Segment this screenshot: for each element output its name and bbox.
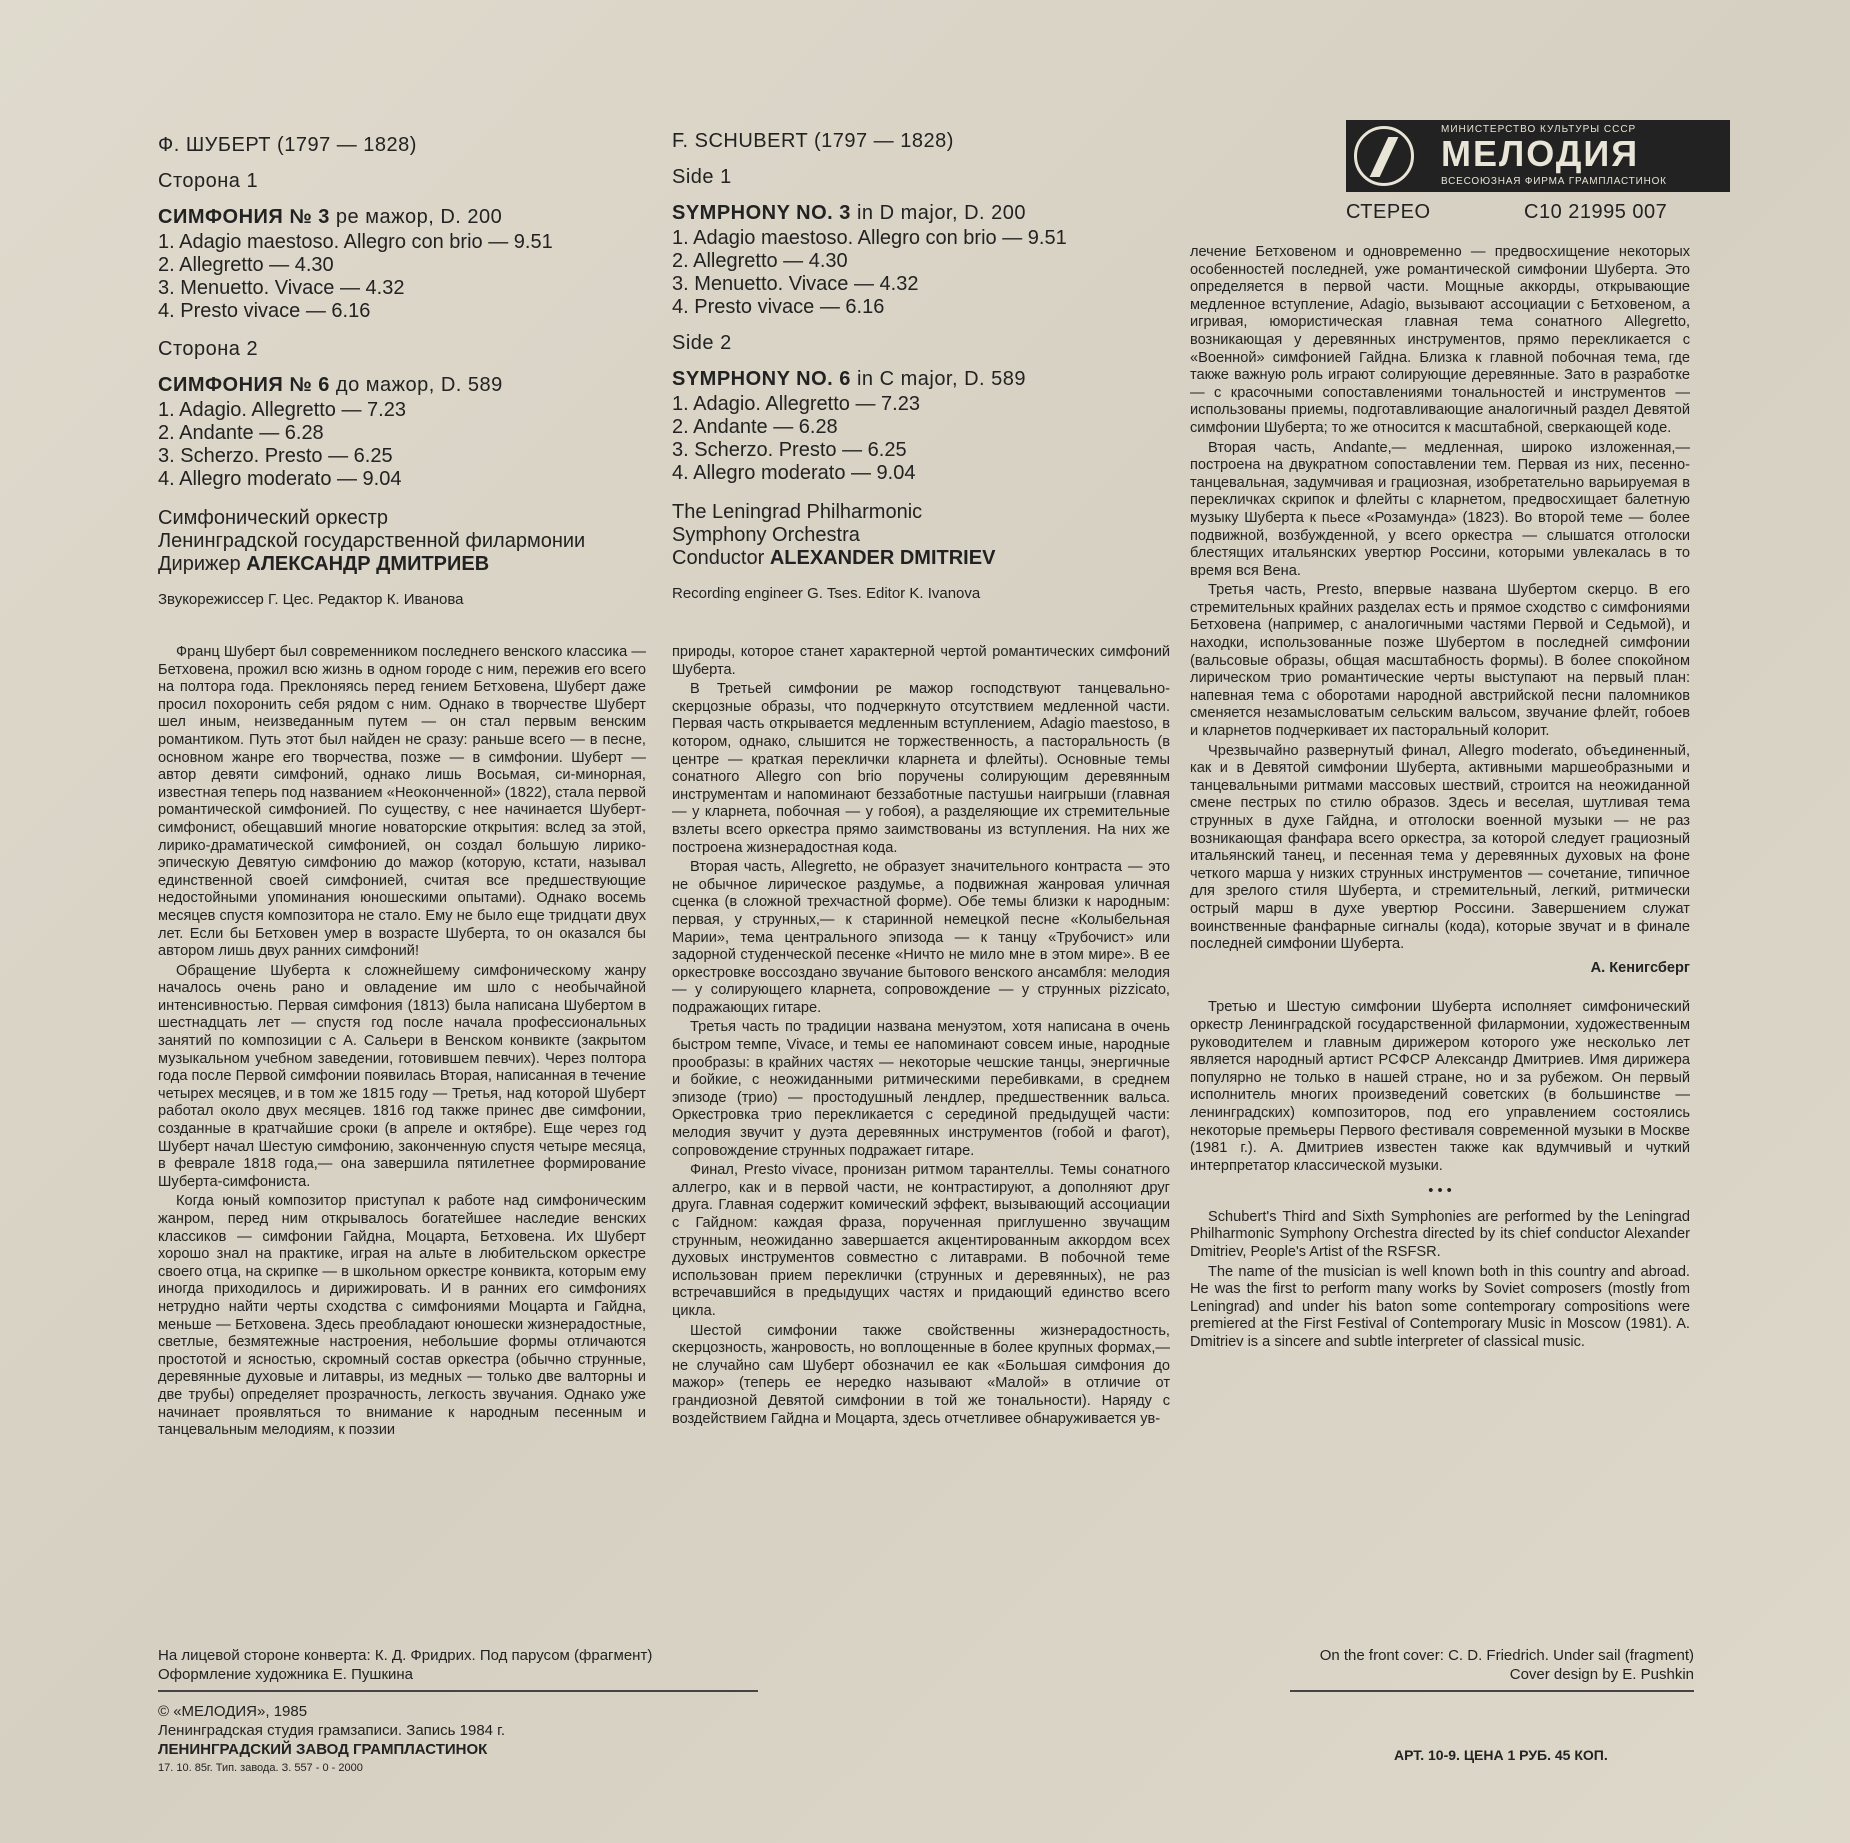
imprint — [158, 1702, 505, 1778]
ru-symphony6-title: СИМФОНИЯ № 6 до мажор, D. 589 — [158, 374, 503, 396]
footer-rule-right — [1290, 1690, 1694, 1692]
notes-author: А. Кенигсберг — [1590, 959, 1690, 976]
notes-paragraph: Обращение Шуберта к сложнейшему симфоническому жанру началось очень рано и овладение им шло с необычайной интенсивностью. Первая симфония (1813) была написана Шубертом в шестнадцать лет — спустя год после начала профессиональных занятий по композиции с А. Сальери в Венском конвикте (закрытом музыкальном учебном заведении, готовившем певчих). Через полтора года после Первой симфонии появилась Вторая, написанная в течение четырех месяцев, и в том же 1815 году — Третья, над которой Шуберт работал около двух месяцев. 1816 год также принес две симфонии, созданные в кратчайшие сроки (в апреле и октябре). Еще через год Шуберт начал Шестую симфонию, законченную спустя четыре месяца, в феврале 1818 года,— она завершила пятилетнее формирование Шуберта-симфониста. — [158, 962, 646, 1190]
notes-paragraph: Третья часть, Presto, впервые названа Шубертом скерцо. В его стремительных крайних разделах есть и прямое сходство с симфониями Бетховена (например, с аналогичными частями Первой и Седьмой), и находки, использованные позже Шубертом в последней симфонии (вальсовые образы, общая масштабность формы). В более спокойном лирическом трио романтические черты выступают на первый план: напевная тема с оборотами народной австрийской песни паломников сменяется незамысловатым сельским вальсом, звучание флейт, гобоев и кларнетов подчеркивает их пасторальный колорит. — [1190, 582, 1690, 740]
en-symphony6-title: SYMPHONY NO. 6 in C major, D. 589 — [672, 368, 1027, 390]
performer-en: The name of the musician is well known both in this country and abroad. He was the first to perform many works by Soviet composers (mostly from Leningrad) and under his baton some contemporary compositions were premiered at the First Festival of Contemporary Music in Moscow (1981). A. Dmitriev is a sincere and subtle interpreter of classical music. — [1190, 1263, 1690, 1351]
footer-rule-left — [158, 1690, 758, 1692]
notes-paragraph: природы, которое станет характерной чертой романтических симфоний Шуберта. — [672, 644, 1170, 678]
notes-column-2 — [672, 644, 1170, 1430]
performer-ru: Третью и Шестую симфонии Шуберта исполняет симфонический оркестр Ленинградской государственной филармонии, художественным руководителем и главным дирижером которого уже несколько лет является народный артист РСФСР Александр Дмитриев. Имя дирижера популярно не только в нашей стране, но и за рубежом. Он первый исполнитель многих произведений советских (в большинстве — ленинградских) композиторов, под его управлением состоялись некоторые премьеры Первого фестиваля современной музыки в Москве (1981 г.). А. Дмитриев известен также как вдумчивый и чуткий интерпретатор классической музыки. — [1190, 999, 1690, 1174]
stereo-label: СТЕРЕО — [1346, 201, 1431, 223]
track-row: 1. Adagio maestoso. Allegro con brio — 9.51 — [672, 227, 1067, 249]
separator-dots: • • • — [1428, 1183, 1452, 1200]
cover-credit-ru: На лицевой стороне конверта: К. Д. Фридрих. Под парусом (фрагмент) Оформление художника Е. Пушкина — [158, 1647, 653, 1683]
ru-composer: Ф. ШУБЕРТ (1797 — 1828) — [158, 134, 417, 156]
en-symphony3-title: SYMPHONY NO. 3 in D major, D. 200 — [672, 202, 1027, 224]
track-row: 4. Presto vivace — 6.16 — [158, 300, 371, 322]
ru-orchestra: Симфонический оркестр Ленинградской государственной филармонии Дирижер АЛЕКСАНДР ДМИТРИЕВ — [158, 507, 586, 575]
ru-credits: Звукорежиссер Г. Цес. Редактор К. Иванова — [158, 591, 464, 608]
track-row: 1. Adagio. Allegretto — 7.23 — [158, 399, 406, 421]
notes-paragraph: Франц Шуберт был современником последнего венского классика — Бетховена, прожил всю жизнь в одном городе с ним, пережив его всего на полтора года. Преклоняясь перед гением Бетховена, Шуберт даже просил похоронить себя рядом с ним. Однако в творчестве Шуберт шел иным, неизведанным путем — он стал первым венским романтиком. Путь этот был найден не сразу: раньше всего — в песне, основном жанре его творчества, позже — в симфонии. Шуберт — автор девяти симфоний, однако лишь Восьмая, си-минорная, известная теперь под названием «Неоконченной» (1822), стала первой романтической симфонией. По существу, с нее начинается Шуберт-симфонист, обещавший многие новаторские открытия: вслед за этой, лирико-драматической симфонией, он создал большую лирико-эпическую Девятую симфонию до мажор (которую, кстати, называл единственной своей симфонией, считая все предшествующие недостойными упоминания юношескими опытами). Однако восемь месяцев спустя композитора не стало. Ему не было еще тридцати двух лет. Если бы Бетховен умер в возрасте Шуберта, то он оказался бы автором лишь двух ранних симфоний! — [158, 644, 646, 960]
track-row: 2. Allegretto — 4.30 — [158, 254, 334, 276]
track-row: 3. Scherzo. Presto — 6.25 — [672, 439, 907, 461]
track-row: 1. Adagio. Allegretto — 7.23 — [672, 393, 920, 415]
notes-paragraph: Чрезвычайно развернутый финал, Allegro moderato, объединенный, как и в Девятой симфонии Шуберта, активными маршеобразными и танцевальными ритмами массовых шествий, строится на неожиданной смене пестрых по стилю образов. Здесь и веселая, шутливая тема струнных в духе Гайдна, и отголоски военной музыки — не раз возникающая фанфара всего оркестра, за которой следует грациозный итальянский танец, и песенная тема у деревянных духовых на фоне четкого марша у низких струнных инструментов — сочетание, типичное для зрелого стиля Шуберта, и стремительный, легкий, ритмически острый марш в духе увертюр Россини. Завершением служат воинственные фанфарные сигналы (кода), которые звучат и в финале последней симфонии Шуберта. — [1190, 742, 1690, 953]
ru-side2-tracks — [158, 399, 658, 491]
notes-paragraph: Когда юный композитор приступал к работе над симфоническим жанром, перед ним открывалось богатейшее наследие венских классиков — симфонии Гайдна, Моцарта, Бетховена. Их Шуберт хорошо знал на практике, играя на альте в любительском оркестре своего отца, на скрипке — в школьном оркестре конвикта, которым ему иногда приходилось и дирижировать. И в ранних его симфониях нетрудно найти черты сходства с симфониями Моцарта и Гайдна, меньше — Бетховена. Здесь преобладают юношески жизнерадостные, светлые, безмятежные настроения, небольшие формы отличаются простотой и ясностью, скромный состав оркестра (обычно струнные, деревянные духовые и литавры, из медных — только две валторны и две трубы) определяет прозрачность, легкость звучания. Однако уже начинает проявляться то внимание к народным песенным и танцевальным мелодиям, к поэзии — [158, 1193, 646, 1439]
ru-symphony3-title: СИМФОНИЯ № 3 ре мажор, D. 200 — [158, 206, 503, 228]
ru-tracklist — [158, 133, 658, 609]
track-row: 4. Allegro moderato — 9.04 — [672, 462, 916, 484]
notes-column-1 — [158, 644, 646, 1442]
en-side2-tracks — [672, 393, 1152, 485]
notes-paragraph: Вторая часть, Allegretto, не образует значительного контраста — это не обычное лирическое раздумье, а подвижная жанровая уличная сценка (в сложной трехчастной форме). Обе темы близки к народным: первая, у струнных,— к старинной немецкой песне «Колыбельная Марии», тема центрального эпизода — к танцу «Трубочист» или задорной студенческой песенке «Ничто не мило мне в этом мире». В ее оркестровке воссоздано звучание бытового венского ансамбля: мелодия — у солирующего кларнета, сопровождение — у струнных pizzicato, подражающих гитаре. — [672, 859, 1170, 1016]
ru-side2-title: Сторона 2 — [158, 338, 259, 360]
notes-paragraph: лечение Бетховеном и одновременно — предвосхищение некоторых особенностей последней, уже романтической симфонии Шуберта. Это определяется в первой части. Мощные аккорды, открывающие медленное вступление, Adagio, вызывают ассоциации с Бетховеном, а игривая, юмористическая главная тема сонатного Allegretto, возникающая у деревянных инструментов, прямо перекликается с «Военной» симфонией Гайдна. Близка к главной побочная тема, где также важную роль играют солирующие деревянные. Зато в разработке — с красочными сопоставлениями тональностей и инструментов — использованы приемы, подготавливающие аналогичный раздел Девятой симфонии Шуберта; то же относится к масштабной, сверкающей коде. — [1190, 244, 1690, 436]
track-row: 3. Scherzo. Presto — 6.25 — [158, 445, 393, 467]
performer-en: Schubert's Third and Sixth Symphonies are performed by the Leningrad Philharmonic Symphony Orchestra directed by its chief conductor Alexander Dmitriev, People's Artist of the RSFSR. — [1190, 1208, 1690, 1261]
en-side1-tracks — [672, 227, 1152, 319]
ru-side1-tracks — [158, 231, 658, 323]
notes-paragraph: Финал, Presto vivace, пронизан ритмом тарантеллы. Темы сонатного аллегро, как и в первой части, не контрастируют, а дополняют друг друга. Главная содержит комический эффект, вызывающий ассоциации с Гайдном: каждая фраза, порученная приглушенно звучащим струнным, неожиданно завершается акцентированным аккордом всех духовых инструментов совместно с литаврами. В побочной теме использован прием переклички (струнных и деревянных), не раз встречавшийся в предыдущих частях и придающий единство всего цикла. — [672, 1162, 1170, 1319]
ru-side1-title: Сторона 1 — [158, 170, 259, 192]
factory: ЛЕНИНГРАДСКИЙ ЗАВОД ГРАМПЛАСТИНОК — [158, 1741, 488, 1758]
en-orchestra: The Leningrad Philharmonic Symphony Orchestra Conductor ALEXANDER DMITRIEV — [672, 501, 996, 569]
notes-column-3 — [1190, 244, 1690, 1354]
en-composer: F. SCHUBERT (1797 — 1828) — [672, 130, 954, 152]
en-conductor-name: ALEXANDER DMITRIEV — [769, 547, 996, 569]
notes-paragraph: В Третьей симфонии ре мажор господствуют танцевально-скерцозные образы, что подчеркнуто отсутствием медленной части. Первая часть открывается медленным вступлением, Adagio maestoso, в котором, однако, слышится не торжественность, а пасторальность (в центре — краткая переклички кларнета и флейты). Основные темы сонатного Allegro con brio поручены солирующим деревянным инструментам и напоминают беззаботные пастушьи наигрыши (главная — у кларнета, побочная — у гобоя), а разделяющие их стремительные взлеты всего оркестра прямо заимствованы из вступления. На них же построена жизнерадостная кода. — [672, 681, 1170, 856]
logo-company: ВСЕСОЮЗНАЯ ФИРМА ГРАМПЛАСТИНОК — [1441, 176, 1667, 187]
catalog-number: С10 21995 007 — [1524, 201, 1668, 223]
copyright: © «МЕЛОДИЯ», 1985 — [158, 1703, 308, 1720]
track-row: 1. Adagio maestoso. Allegro con brio — 9.51 — [158, 231, 553, 253]
logo-ministry: МИНИСТЕРСТВО КУЛЬТУРЫ СССР — [1441, 124, 1637, 135]
en-credits: Recording engineer G. Tses. Editor K. Ivanova — [672, 585, 981, 602]
en-side2-title: Side 2 — [672, 332, 732, 354]
track-row: 4. Allegro moderato — 9.04 — [158, 468, 402, 490]
print-info: 17. 10. 85г. Тип. завода. З. 557 - 0 - 2000 — [158, 1762, 363, 1774]
en-side1-title: Side 1 — [672, 166, 732, 188]
studio: Ленинградская студия грамзаписи. Запись 1984 г. — [158, 1722, 505, 1739]
notes-paragraph: Третья часть по традиции названа менуэтом, хотя написана в очень быстром темпе, Vivace, и темы ее напоминают совсем иные, народные прообразы: в крайних частях — некоторые чешские танцы, энергичные и бойкие, с неожиданными ритмическими перебивками, в среднем эпизоде (трио) — простодушный лендлер, предшественник вальса. Оркестровка трио перекликается с серединой предыдущей части: мелодия звучит у дуэта деревянных инструментов (гобой и фагот), сопровождение струнных подражает гитаре. — [672, 1019, 1170, 1159]
track-row: 2. Andante — 6.28 — [672, 416, 838, 438]
track-row: 4. Presto vivace — 6.16 — [672, 296, 885, 318]
melodiya-disc-icon — [1354, 126, 1414, 186]
track-row: 2. Andante — 6.28 — [158, 422, 324, 444]
notes-paragraph: Шестой симфонии также свойственны жизнерадостность, скерцозность, жанровость, но воплощенные в более крупных формах,— не случайно сам Шуберт обозначил ее как «Большая симфония до мажор» (теперь ее нередко называют «Малой» в отличие от грандиозной Девятой симфонии в той же тональности). Наряду с воздействием Гайдна и Моцарта, здесь отчетливее обнаруживается ув- — [672, 1322, 1170, 1427]
en-tracklist — [672, 129, 1152, 603]
notes-paragraph: Вторая часть, Andante,— медленная, широко изложенная,— построена на двукратном сопоставлении тем. Первая из них, песенно-танцевальная, задумчивая и грациозная, изобретательно варьируемая в перекличках скрипок и флейты с кларнетом, предвосхищает балетную музыку Шуберта к пьесе «Розамунда» (1823). Во второй теме — более подвижной, возбужденной, у всего оркестра — слышатся отголоски блестящих итальянских увертюр Россини, которыми увлекалась в то время вся Вена. — [1190, 439, 1690, 579]
cover-credit-en: On the front cover: C. D. Friedrich. Under sail (fragment) Cover design by E. Pushkin — [1319, 1647, 1694, 1683]
track-row: 2. Allegretto — 4.30 — [672, 250, 848, 272]
price: АРТ. 10-9. ЦЕНА 1 РУБ. 45 КОП. — [1394, 1747, 1608, 1763]
logo-brand: МЕЛОДИЯ — [1441, 133, 1640, 174]
track-row: 3. Menuetto. Vivace — 4.32 — [672, 273, 919, 295]
melodiya-logo — [1346, 120, 1730, 192]
ru-conductor-name: АЛЕКСАНДР ДМИТРИЕВ — [246, 553, 490, 575]
track-row: 3. Menuetto. Vivace — 4.32 — [158, 277, 405, 299]
